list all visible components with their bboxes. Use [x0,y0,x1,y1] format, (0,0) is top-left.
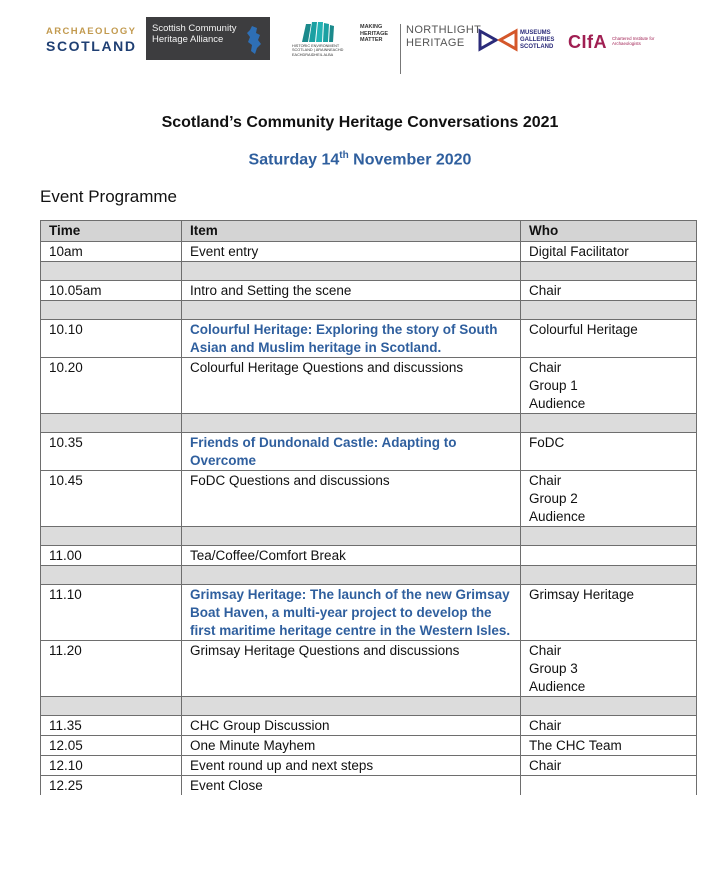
scotland-map-icon [244,25,264,55]
table-row [41,471,697,527]
session-title-cell: Grimsay Heritage: The launch of the new Grimsay Boat Haven, a multi-year project to develop the first maritime heritage centre in the Western Isles. [182,585,521,641]
item-cell: CHC Group Discussion [182,716,521,736]
spacer-cell [182,262,521,281]
making-heritage-matter-logo: MAKING HERITAGE MATTER [360,24,389,43]
spacer-cell [521,414,697,433]
who-line: The CHC Team [529,738,622,753]
table-row [41,433,697,471]
column-header-time: Time [41,221,182,242]
spacer-cell [521,566,697,585]
who-line: Group 1 [529,378,578,393]
event-date: Saturday 14th November 2020 [248,150,472,169]
spacer-row [41,527,697,546]
spacer-row [41,301,697,320]
spacer-cell [182,414,521,433]
column-header-item: Item [182,221,521,242]
who-cell [521,320,697,358]
who-cell [521,546,697,566]
who-line: Chair [529,758,562,773]
who-line: Chair [529,643,562,658]
who-cell [521,585,697,641]
archaeology-scotland-logo: ARCHAEOLOGY SCOTLAND [46,26,137,54]
table-row [41,716,697,736]
item-cell: Event round up and next steps [182,756,521,776]
item-cell: Colourful Heritage Questions and discussions [182,358,521,414]
item-cell: Event entry [182,242,521,262]
table-header [41,221,697,242]
spacer-cell [182,301,521,320]
table-row [41,641,697,697]
northlight-heritage-logo: NORTHLIGHT HERITAGE [400,24,478,74]
table-row [41,756,697,776]
time-cell: 12.10 [41,756,182,776]
spacer-row [41,566,697,585]
item-cell: Event Close [182,776,521,796]
who-line: Colourful Heritage [529,322,638,337]
table-row [41,546,697,566]
who-line: Group 3 [529,661,578,676]
time-cell: 11.20 [41,641,182,697]
who-line: Grimsay Heritage [529,587,635,602]
table-body [41,242,697,796]
table-row [41,242,697,262]
time-cell: 11.00 [41,546,182,566]
museums-galleries-scotland-logo: MUSEUMS GALLERIES SCOTLAND [478,28,560,54]
who-line: Audience [529,396,586,411]
table-row [41,320,697,358]
programme-table [40,220,697,795]
spacer-cell [521,527,697,546]
table-row [41,585,697,641]
who-cell [521,736,697,756]
time-cell: 11.10 [41,585,182,641]
spacer-cell [521,697,697,716]
spacer-cell [41,301,182,320]
fan-emblem-icon [288,20,348,44]
item-cell: FoDC Questions and discussions [182,471,521,527]
time-cell: 10.10 [41,320,182,358]
who-cell [521,716,697,736]
who-line: Audience [529,509,586,524]
table-row [41,358,697,414]
spacer-cell [41,566,182,585]
bowtie-emblem-icon [478,28,518,52]
time-cell: 10.05am [41,281,182,301]
who-cell [521,242,697,262]
who-line: Group 2 [529,491,578,506]
who-line: FoDC [529,435,565,450]
time-cell: 10.35 [41,433,182,471]
scha-logo: Scottish Community Heritage Alliance [146,17,270,60]
who-line: Chair [529,473,562,488]
spacer-row [41,414,697,433]
cifa-logo: CIfA Chartered Institute for Archaeologists [568,32,655,52]
item-cell: Intro and Setting the scene [182,281,521,301]
spacer-cell [41,414,182,433]
spacer-row [41,262,697,281]
spacer-cell [182,697,521,716]
spacer-cell [521,301,697,320]
document-title: Scotland’s Community Heritage Conversations 2021 [161,114,559,131]
who-cell [521,433,697,471]
column-header-who: Who [521,221,697,242]
who-cell [521,776,697,796]
table-row [41,736,697,756]
session-title-cell: Friends of Dundonald Castle: Adapting to Overcome [182,433,521,471]
spacer-cell [521,262,697,281]
historic-environment-scotland-logo: HISTORIC ENVIRONMENT SCOTLAND | ÀRAINNEACHD EACHDRAIDHEIL ALBA [288,20,348,60]
spacer-cell [182,566,521,585]
time-cell: 10.20 [41,358,182,414]
who-line: Chair [529,283,562,298]
time-cell: 10am [41,242,182,262]
spacer-cell [41,262,182,281]
who-cell [521,358,697,414]
time-cell: 12.05 [41,736,182,756]
item-cell: Tea/Coffee/Comfort Break [182,546,521,566]
table-row [41,776,697,796]
who-cell [521,281,697,301]
table-row [41,281,697,301]
spacer-cell [41,697,182,716]
who-cell [521,641,697,697]
time-cell: 10.45 [41,471,182,527]
who-cell [521,756,697,776]
who-line: Chair [529,360,562,375]
time-cell: 11.35 [41,716,182,736]
spacer-cell [182,527,521,546]
time-cell: 12.25 [41,776,182,796]
spacer-cell [41,527,182,546]
item-cell: One Minute Mayhem [182,736,521,756]
item-cell: Grimsay Heritage Questions and discussions [182,641,521,697]
who-line: Digital Facilitator [529,244,629,259]
partner-logos [42,14,682,64]
who-line: Chair [529,718,562,733]
programme-heading: Event Programme [40,187,177,206]
who-line: Audience [529,679,586,694]
who-cell [521,471,697,527]
spacer-row [41,697,697,716]
session-title-cell: Colourful Heritage: Exploring the story of South Asian and Muslim heritage in Scotland. [182,320,521,358]
